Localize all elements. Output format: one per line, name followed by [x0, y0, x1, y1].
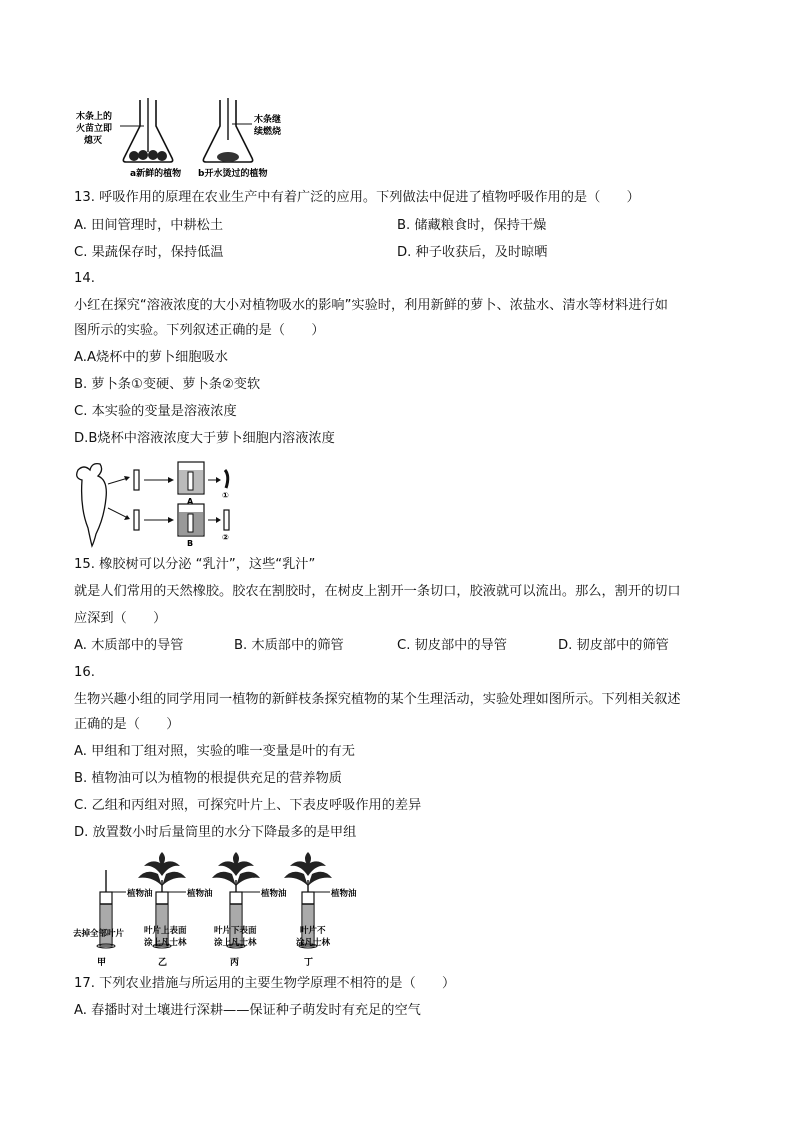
q16-stem-2: 正确的是（ ） [74, 717, 180, 732]
ding-note-2: 涂凡士林 [296, 938, 331, 948]
q16-option-b: B. 植物油可以为植物的根提供充足的营养物质 [74, 771, 342, 786]
q15-option-b: B. 木质部中的筛管 [234, 638, 344, 653]
q16-stem-1: 生物兴趣小组的同学用同一植物的新鲜枝条探究植物的某个生理活动，实验处理如图所示。下列相关叙述 [74, 692, 681, 707]
ding-oil-label: 植物油 [331, 889, 357, 899]
yi-note-1: 叶片上表面 [144, 926, 187, 936]
q15-stem-2: 就是人们常用的天然橡胶。胶农在割胶时，在树皮上割开一条切口，胶液就可以流出。那么，割开的切口 [74, 584, 681, 599]
q14-option-a: A.A烧杯中的萝卜细胞吸水 [74, 350, 228, 365]
q14-stem-2: 图所示的实验。下列叙述正确的是（ ） [74, 323, 325, 338]
group-bing-label: 丙 [230, 958, 240, 968]
beaker-a-label: A [187, 497, 194, 506]
beaker-a [178, 462, 204, 506]
group-bing [212, 852, 287, 968]
group-yi-label: 乙 [158, 958, 168, 968]
q13-option-b: B. 储藏粮食时，保持干燥 [397, 218, 547, 233]
left-flask-label-1: 木条上的 [76, 112, 113, 122]
bing-note-1: 叶片下表面 [214, 926, 257, 936]
q16-option-d: D. 放置数小时后量筒里的水分下降最多的是甲组 [74, 825, 357, 840]
q15-option-a: A. 木质部中的导管 [74, 638, 184, 653]
strip-2-label: ② [222, 533, 229, 542]
q15-option-c: C. 韧皮部中的导管 [397, 638, 507, 653]
q15-option-d: D. 韧皮部中的筛管 [558, 638, 669, 653]
ding-note-1: 叶片不 [300, 926, 326, 936]
caption-a: a新鲜的植物 [130, 169, 182, 179]
group-jia-label: 甲 [97, 958, 107, 968]
group-ding-label: 丁 [304, 958, 314, 968]
jia-oil-label: 植物油 [127, 889, 153, 899]
q15-stem-3: 应深到（ ） [74, 611, 167, 626]
left-flask-label-3: 熄灭 [84, 136, 103, 146]
q16-option-a: A. 甲组和丁组对照，实验的唯一变量是叶的有无 [74, 744, 355, 759]
radish-icon [77, 464, 107, 546]
q17-option-a: A. 春播时对土壤进行深耕——保证种子萌发时有充足的空气 [74, 1003, 421, 1018]
q14-option-d: D.B烧杯中溶液浓度大于萝卜细胞内溶液浓度 [74, 431, 335, 446]
q16-number: 16. [74, 665, 95, 680]
radish-experiment-figure [74, 458, 244, 548]
q14-stem-1: 小红在探究“溶液浓度的大小对植物吸水的影响”实验时，利用新鲜的萝卜、浓盐水、清水等材料进行如 [74, 298, 668, 313]
boiled-plants [217, 152, 239, 162]
q14-option-b: B. 萝卜条①变硬、萝卜条②变软 [74, 377, 261, 392]
flask-experiment-figure [74, 96, 294, 182]
beaker-b [178, 504, 204, 548]
q16-option-c: C. 乙组和丙组对照，可探究叶片上、下表皮呼吸作用的差异 [74, 798, 422, 813]
group-jia [73, 870, 153, 968]
q14-number: 14. [74, 271, 95, 286]
caption-b: b开水烫过的植物 [198, 169, 268, 179]
jia-note: 去掉全部叶片 [73, 929, 125, 939]
bing-oil-label: 植物油 [261, 889, 287, 899]
left-flask-label-2: 火苗立即 [76, 124, 113, 134]
q17-stem: 17. 下列农业措施与所运用的主要生物学原理不相符的是（ ） [74, 976, 456, 991]
strip-1-label: ① [222, 491, 229, 500]
right-flask-label-1: 木条继 [254, 115, 282, 125]
q13-option-a: A. 田间管理时，中耕松土 [74, 218, 224, 233]
q15-stem-1: 15. 橡胶树可以分泌 “乳汁”，这些“乳汁” [74, 557, 316, 572]
bing-note-2: 涂上凡士林 [214, 938, 257, 948]
transpiration-experiment-figure [72, 852, 362, 970]
q13-option-d: D. 种子收获后，及时晾晒 [397, 245, 548, 260]
group-yi [138, 852, 213, 968]
right-flask-label-2: 续燃烧 [254, 127, 282, 137]
yi-oil-label: 植物油 [187, 889, 213, 899]
beaker-b-label: B [187, 539, 194, 548]
q14-option-c: C. 本实验的变量是溶液浓度 [74, 404, 237, 419]
q13-option-c: C. 果蔬保存时，保持低温 [74, 245, 224, 260]
yi-note-2: 涂上凡士林 [144, 938, 187, 948]
group-ding [284, 852, 357, 968]
q13-stem: 13. 呼吸作用的原理在农业生产中有着广泛的应用。下列做法中促进了植物呼吸作用的是（ ） [74, 190, 640, 205]
